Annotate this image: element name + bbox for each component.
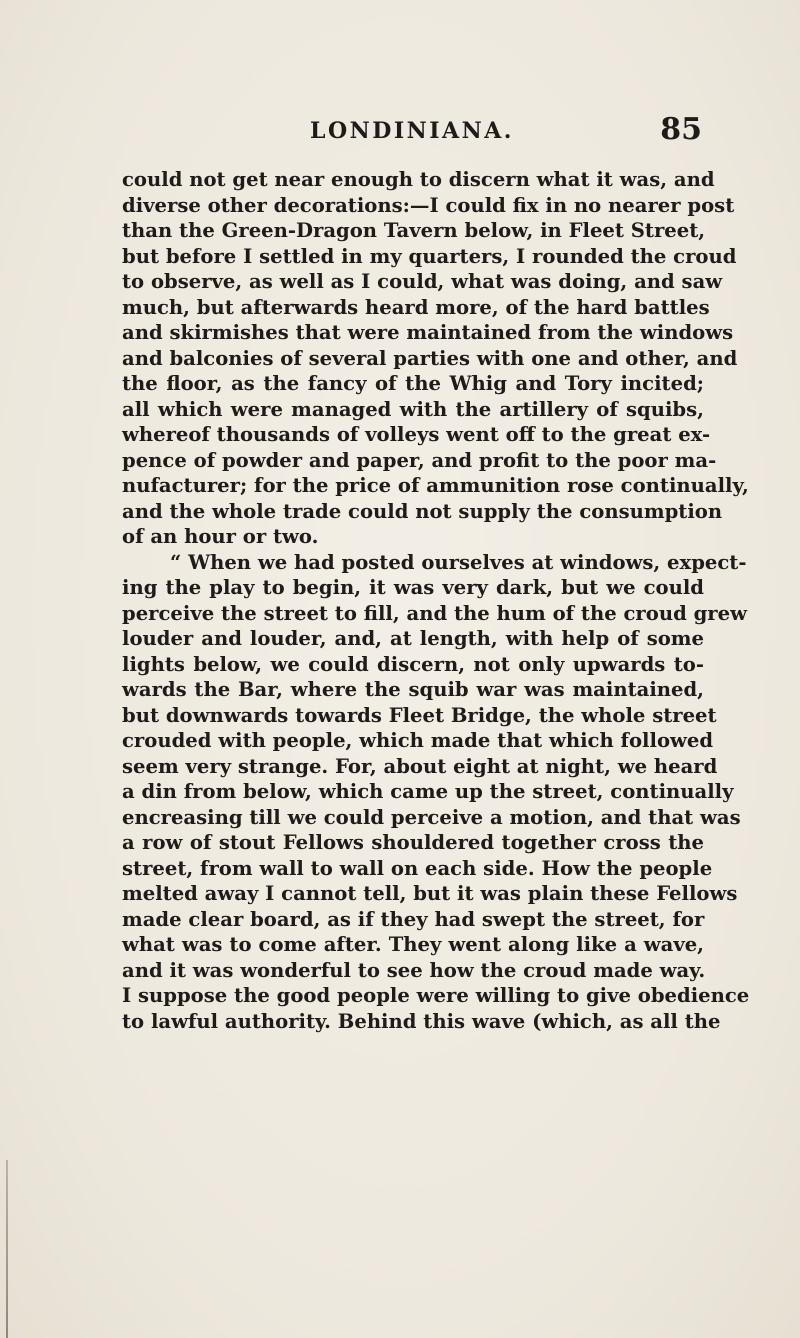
text-line: street, from wall to wall on each side. How the people xyxy=(122,856,713,880)
text-line: the floor, as the fancy of the Whig and Tory incited; xyxy=(122,372,704,395)
text-line: to lawful authority. Behind this wave (which, as all the xyxy=(122,1009,721,1033)
text-line: of an hour or two. xyxy=(122,525,319,548)
text-line: and it was wonderful to see how the croud made way. xyxy=(122,958,706,982)
text-line: crouded with people, which made that which followed xyxy=(122,729,714,752)
text-line: but downwards towards Fleet Bridge, the whole street xyxy=(122,703,717,727)
text-line: what was to come after. They went along like a wave, xyxy=(122,933,704,956)
text-line: and balconies of several parties with one and other, and xyxy=(122,346,738,370)
text-line: perceive the street to fill, and the hum of the croud grew xyxy=(122,601,747,625)
binding-edge-shadow xyxy=(6,1160,8,1338)
text-line: to observe, as well as I could, what was doing, and saw xyxy=(122,270,723,293)
text-line: melted away I cannot tell, but it was plain these Fellows xyxy=(122,882,738,905)
text-line: all which were managed with the artillery of squibs, xyxy=(122,397,704,421)
text-line: a row of stout Fellows shouldered together cross the xyxy=(122,831,704,854)
page-number: 85 xyxy=(660,112,702,147)
text-line: could not get near enough to discern what it was, and xyxy=(122,168,715,191)
text-line: wards the Bar, where the squib war was maintained, xyxy=(122,678,704,701)
text-line: seem very strange. For, about eight at night, we heard xyxy=(122,754,718,778)
text-line: and skirmishes that were maintained from the windows xyxy=(122,321,734,344)
text-line: much, but afterwards heard more, of the hard battles xyxy=(122,295,710,319)
text-line: but before I settled in my quarters, I rounded the croud xyxy=(122,244,737,268)
text-line: pence of powder and paper, and profit to the poor ma- xyxy=(122,448,717,472)
text-line: I suppose the good people were willing to give obedience xyxy=(122,984,750,1007)
text-line: lights below, we could discern, not only upwards to- xyxy=(122,652,704,676)
body-text xyxy=(122,167,750,1034)
text-line: made clear board, as if they had swept the street, for xyxy=(122,907,705,931)
text-line: nufacturer; for the price of ammunition rose continually, xyxy=(122,474,749,497)
text-line: encreasing till we could perceive a motion, and that was xyxy=(122,805,741,829)
text-line: louder and louder, and, at length, with help of some xyxy=(122,627,704,650)
text-line: than the Green-Dragon Tavern below, in Fleet Street, xyxy=(122,219,706,242)
page-header xyxy=(122,112,702,158)
text-line: whereof thousands of volleys went off to the great ex- xyxy=(122,423,711,446)
text-line: ing the play to begin, it was very dark, but we could xyxy=(122,576,704,599)
text-line: diverse other decorations:—I could fix in no nearer post xyxy=(122,193,735,217)
text-line: “ When we had posted ourselves at windows, expect- xyxy=(170,550,747,574)
text-line: a din from below, which came up the street, continually xyxy=(122,780,734,803)
running-title: LONDINIANA. xyxy=(310,118,514,144)
text-line: and the whole trade could not supply the consumption xyxy=(122,499,723,523)
